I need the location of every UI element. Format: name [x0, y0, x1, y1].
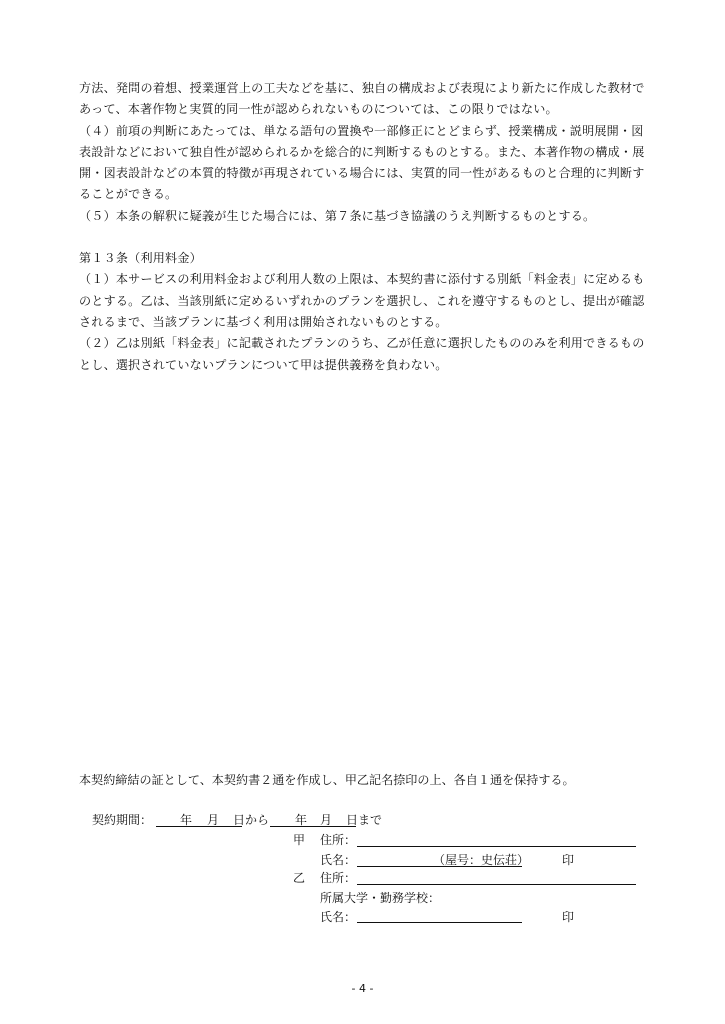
closing-statement: 本契約締結の証として、本契約書２通を作成し、甲乙記名捺印の上、各自１通を保持する。 [79, 773, 575, 787]
party-a-mark: 甲 [293, 833, 306, 847]
party-b-address-line [357, 884, 636, 885]
spacer [79, 227, 651, 248]
paragraph-item-4: （４）前項の判断にあたっては、単なる語句の置換や一部修正にとどまらず、授業構成・説明展開・図表設計などにおいて独自性が認められるかを総合的に判断するものとする。また、本著作物の構成・展開・図表設計などの本質的特徴が再現されている場合には、実質的同一性があるものと合理的に判断することができる。 [79, 123, 645, 202]
term-to-underline [270, 826, 356, 827]
term-from-underline [156, 826, 242, 827]
party-b-mark: 乙 [293, 871, 306, 885]
article-13-item-1: （１）本サービスの利用料金および利用人数の上限は、本契約書に添付する別紙「料金表」に定めるものとする。乙は、当該別紙に定めるいずれかのプランを選択し、これを遵守するものとし、提出が確認されるまで、当該プランに基づく利用は開始されないものとする。 [79, 272, 645, 329]
term-from-suffix: 日から [233, 813, 270, 827]
contract-body [79, 78, 651, 376]
term-to-month: 月 [320, 813, 333, 827]
party-a-address-label: 住所： [320, 833, 357, 847]
page-number: - 4 - [351, 982, 374, 995]
term-from-year: 年 [180, 813, 193, 827]
party-a-seal: 印 [562, 853, 575, 867]
paragraph-item-5: （５）本条の解釈に疑義が生じた場合には、第７条に基づき協議のうえ判断するものとする。 [79, 208, 596, 223]
term-from-month: 月 [207, 813, 220, 827]
party-b-name-line [357, 922, 522, 923]
party-b-name-label: 氏名： [320, 910, 357, 924]
article-13-item-2: （２）乙は別紙「料金表」に記載されたプランのうち、乙が任意に選択したもののみを利用できるものとし、選択されていないプランについて甲は提供義務を負わない。 [79, 336, 645, 372]
paragraph-continuation: 方法、発問の着想、授業運営上の工夫などを基に、独自の構成および表現により新たに作成した教材であって、本著作物と実質的同一性が認められないものについては、この限りではない。 [79, 81, 645, 117]
party-a-address-line [357, 846, 636, 847]
party-b-address-label: 住所： [320, 871, 357, 885]
party-a-trade-name: （屋号：史伝荘） [433, 853, 530, 867]
term-to-year: 年 [295, 813, 308, 827]
party-a-name-label: 氏名： [320, 853, 357, 867]
term-to-suffix: 日まで [346, 813, 383, 827]
article-13-heading: 第１３条（利用料金） [79, 251, 202, 266]
term-label: 契約期間： [92, 813, 153, 827]
party-b-school-label: 所属大学・勤務学校： [320, 891, 441, 905]
party-b-seal: 印 [562, 910, 575, 924]
